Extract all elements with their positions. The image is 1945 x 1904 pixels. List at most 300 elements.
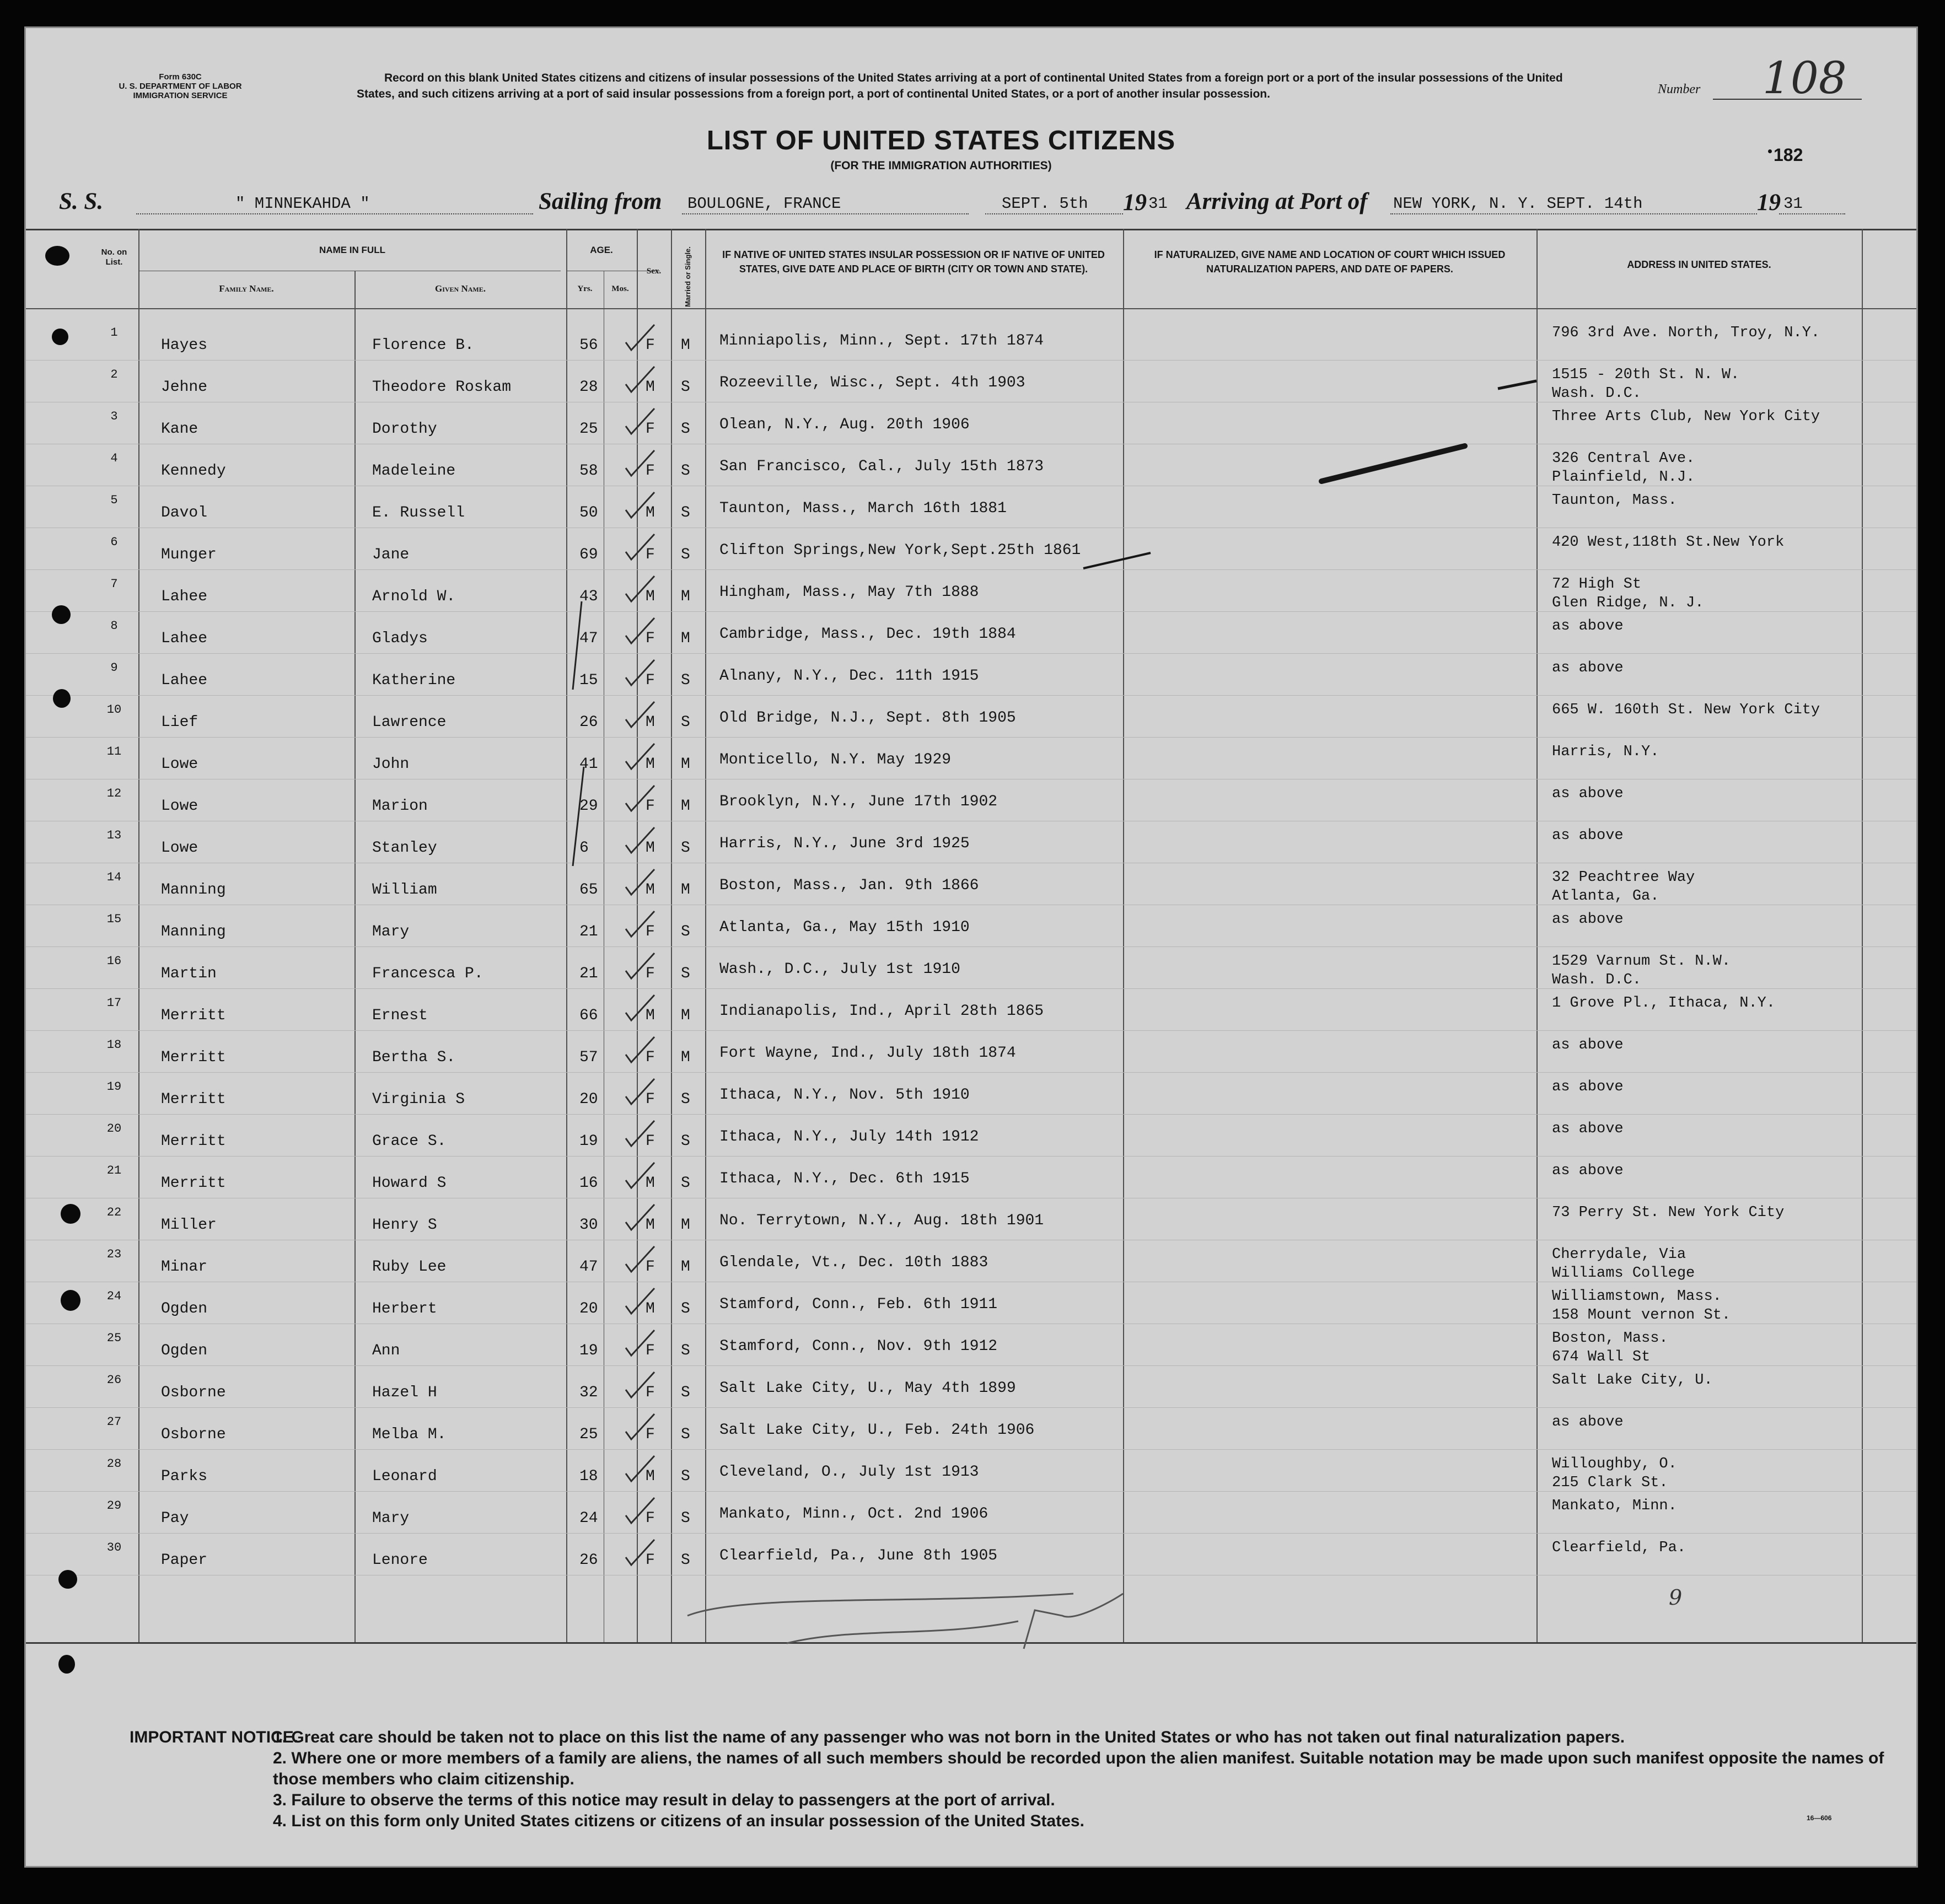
family-name: Merritt <box>161 1091 226 1108</box>
sex: M <box>646 504 655 521</box>
sex: M <box>646 588 655 605</box>
given-name: Gladys <box>372 630 428 647</box>
given-name: Francesca P. <box>372 965 483 982</box>
address-line-1: 1 Grove Pl., Ithaca, N.Y. <box>1552 995 1776 1012</box>
row-number: 11 <box>106 745 122 759</box>
family-name: Lowe <box>161 756 198 773</box>
pen-stroke <box>1321 446 1465 481</box>
birth-place-date: Monticello, N.Y. May 1929 <box>719 751 952 768</box>
notice-label: IMPORTANT NOTICE. <box>130 1728 299 1746</box>
birth-place-date: Rozeeville, Wisc., Sept. 4th 1903 <box>719 374 1025 391</box>
row-number: 29 <box>106 1499 122 1513</box>
binder-hole <box>61 1290 80 1311</box>
pen-stroke <box>1083 553 1151 568</box>
age-years: 58 <box>579 462 598 480</box>
address-line-2: Williams College <box>1552 1265 1695 1282</box>
marital-status: S <box>681 714 690 731</box>
family-name: Lahee <box>161 672 208 689</box>
marital-status: S <box>681 462 690 480</box>
address-line-1: Williamstown, Mass. <box>1552 1288 1722 1305</box>
sex: F <box>646 1426 655 1443</box>
given-name: Ernest <box>372 1007 428 1024</box>
marital-status: S <box>681 1091 690 1108</box>
row-number: 25 <box>106 1331 122 1345</box>
age-years: 50 <box>579 504 598 521</box>
age-years: 29 <box>579 798 598 815</box>
age-years: 32 <box>579 1384 598 1401</box>
row-number: 19 <box>106 1080 122 1094</box>
address-line-1: Cherrydale, Via <box>1552 1246 1686 1263</box>
given-name: Jane <box>372 546 410 563</box>
birth-place-date: Stamford, Conn., Feb. 6th 1911 <box>719 1296 998 1313</box>
notice-item-4: 4. List on this form only United States citizens or citizens of an insular possession of the United States. <box>273 1812 1084 1830</box>
sex: F <box>646 421 655 438</box>
ss-label: S. S. <box>59 189 104 214</box>
header-yrs: Yrs. <box>577 284 593 293</box>
age-years: 26 <box>579 1552 598 1569</box>
form-dept: U. S. DEPARTMENT OF LABOR <box>119 82 242 91</box>
given-name: Henry S <box>372 1217 437 1234</box>
birth-place-date: Stamford, Conn., Nov. 9th 1912 <box>719 1338 998 1355</box>
age-years: 21 <box>579 923 598 940</box>
age-years: 43 <box>579 588 598 605</box>
header-married: Married or Single. <box>684 246 692 307</box>
age-years: 21 <box>579 965 598 982</box>
sex: F <box>646 965 655 982</box>
marital-status: M <box>681 756 690 773</box>
birth-place-date: Atlanta, Ga., May 15th 1910 <box>719 919 970 936</box>
birth-place-date: Ithaca, N.Y., Dec. 6th 1915 <box>719 1170 970 1187</box>
from-port: BOULOGNE, FRANCE <box>687 195 841 213</box>
signature-stroke <box>1024 1594 1123 1649</box>
address-line-2: Wash. D.C. <box>1552 972 1642 988</box>
header-address: ADDRESS IN UNITED STATES. <box>1627 259 1771 270</box>
handwritten-marks <box>26 28 1918 1868</box>
marital-status: M <box>681 881 690 899</box>
address-line-1: Mankato, Minn. <box>1552 1498 1677 1514</box>
marital-status: S <box>681 672 690 689</box>
arrival-year: 31 <box>1783 195 1803 213</box>
signature-stroke <box>687 1594 1073 1616</box>
given-name: Katherine <box>372 672 456 689</box>
header-birth: IF NATIVE OF UNITED STATES INSULAR POSSESSION OR IF NATIVE OF UNITED STATES, GIVE DATE AND PLACE OF BIRTH (CITY OR TOWN AND STATE). <box>722 249 1105 275</box>
address-line-1: as above <box>1552 1079 1624 1095</box>
row-number: 23 <box>106 1247 122 1261</box>
birth-place-date: Cambridge, Mass., Dec. 19th 1884 <box>719 626 1016 643</box>
marital-status: S <box>681 379 690 396</box>
family-name: Manning <box>161 881 226 899</box>
age-years: 19 <box>579 1133 598 1150</box>
given-name: Leonard <box>372 1468 437 1485</box>
address-line-2: Plainfield, N.J. <box>1552 469 1695 486</box>
family-name: Martin <box>161 965 217 982</box>
header-no: No. on List. <box>101 248 127 267</box>
sex: M <box>646 1300 655 1317</box>
row-number: 2 <box>110 368 118 381</box>
address-line-2: Wash. D.C. <box>1552 385 1642 402</box>
family-name: Jehne <box>161 379 208 396</box>
given-name: Theodore Roskam <box>372 379 512 396</box>
address-line-1: 72 High St <box>1552 576 1642 593</box>
marital-status: M <box>681 1049 690 1066</box>
address-line-1: as above <box>1552 618 1624 634</box>
signature-stroke <box>787 1621 1018 1643</box>
birth-place-date: Boston, Mass., Jan. 9th 1866 <box>719 877 979 894</box>
family-name: Kane <box>161 421 198 438</box>
given-name: Ann <box>372 1342 400 1359</box>
birth-place-date: Mankato, Minn., Oct. 2nd 1906 <box>719 1505 988 1523</box>
row-number: 18 <box>106 1038 122 1052</box>
birth-place-date: Old Bridge, N.J., Sept. 8th 1905 <box>719 709 1016 727</box>
age-years: 15 <box>579 672 598 689</box>
birth-place-date: Ithaca, N.Y., July 14th 1912 <box>719 1128 979 1145</box>
address-line-1: Willoughby, O. <box>1552 1456 1677 1472</box>
row-number: 14 <box>106 870 122 884</box>
sex: F <box>646 1133 655 1150</box>
age-years: 6 <box>579 840 589 857</box>
given-name: E. Russell <box>372 504 465 521</box>
form-service: IMMIGRATION SERVICE <box>133 91 228 100</box>
family-name: Merritt <box>161 1175 226 1192</box>
marital-status: S <box>681 546 690 563</box>
row-number: 26 <box>106 1373 122 1387</box>
family-name: Lief <box>161 714 198 731</box>
marital-status: S <box>681 1510 690 1527</box>
arrival-port: NEW YORK, N. Y. SEPT. 14th <box>1393 195 1643 213</box>
sex: M <box>646 714 655 731</box>
address-line-1: as above <box>1552 827 1624 844</box>
marital-status: S <box>681 840 690 857</box>
given-name: Stanley <box>372 840 437 857</box>
row-number: 6 <box>110 535 118 549</box>
notice-list <box>273 1727 1905 1832</box>
binder-hole <box>58 1655 75 1674</box>
sex: F <box>646 672 655 689</box>
address-line-1: as above <box>1552 1163 1624 1179</box>
birth-place-date: Indianapolis, Ind., April 28th 1865 <box>719 1003 1044 1020</box>
given-name: Lenore <box>372 1552 428 1569</box>
family-name: Lahee <box>161 588 208 605</box>
given-name: Florence B. <box>372 337 474 354</box>
birth-place-date: Salt Lake City, U., Feb. 24th 1906 <box>719 1422 1035 1439</box>
address-line-1: 420 West,118th St.New York <box>1552 534 1785 551</box>
sex: M <box>646 1007 655 1024</box>
birth-place-date: Alnany, N.Y., Dec. 11th 1915 <box>719 668 979 685</box>
marital-status: S <box>681 504 690 521</box>
marital-status: S <box>681 421 690 438</box>
row-number: 9 <box>110 661 118 675</box>
given-name: Herbert <box>372 1300 437 1317</box>
given-name: Dorothy <box>372 421 437 438</box>
age-years: 57 <box>579 1049 598 1066</box>
marital-status: S <box>681 923 690 940</box>
marital-status: S <box>681 1552 690 1569</box>
marital-status: S <box>681 1300 690 1317</box>
sex: M <box>646 1217 655 1234</box>
binder-hole <box>52 329 68 345</box>
row-number: 24 <box>106 1289 122 1303</box>
marital-status: M <box>681 1217 690 1234</box>
sail-date: SEPT. 5th <box>1002 195 1088 213</box>
family-name: Munger <box>161 546 217 563</box>
header-family-name: Family Name. <box>219 283 274 294</box>
age-years: 24 <box>579 1510 598 1527</box>
address-line-1: Boston, Mass. <box>1552 1330 1668 1347</box>
margin-mark: 9 <box>1669 1585 1683 1610</box>
notice-item-1: 1. Great care should be taken not to place on this list the name of any passenger who was not born in the United States or who has not taken out final naturalization papers. <box>273 1728 1625 1746</box>
form-instructions: Record on this blank United States citizens and citizens of insular possessions of the United States arriving at a port of continental United States from a foreign port or a port of the insular possessions of the United States, and such citizens arriving at a port of said insular possessions from a foreign port, a port of continental United States, or a port of another insular possession. <box>357 72 1563 100</box>
birth-place-date: No. Terrytown, N.Y., Aug. 18th 1901 <box>719 1212 1044 1229</box>
age-years: 66 <box>579 1007 598 1024</box>
row-number: 27 <box>106 1415 122 1429</box>
birth-place-date: Hingham, Mass., May 7th 1888 <box>719 584 979 601</box>
row-number: 7 <box>110 577 118 591</box>
header-name-in-full: NAME IN FULL <box>319 245 385 255</box>
address-line-1: Taunton, Mass. <box>1552 492 1677 509</box>
address-line-1: Three Arts Club, New York City <box>1552 408 1820 425</box>
form-id: Form 630C <box>159 72 202 82</box>
family-name: Merritt <box>161 1049 226 1066</box>
given-name: Madeleine <box>372 462 456 480</box>
arrival-year-prefix: 19 <box>1757 190 1781 216</box>
age-years: 25 <box>579 421 598 438</box>
birth-place-date: Clearfield, Pa., June 8th 1905 <box>719 1547 998 1564</box>
family-name: Minar <box>161 1258 208 1276</box>
pen-stroke <box>573 601 582 690</box>
header-naturalized: IF NATURALIZED, GIVE NAME AND LOCATION OF COURT WHICH ISSUED NATURALIZATION PAPERS, AND DATE OF PAPERS. <box>1154 249 1506 275</box>
birth-place-date: Minniapolis, Minn., Sept. 17th 1874 <box>719 332 1044 349</box>
marital-status: M <box>681 337 690 354</box>
notice-item-3: 3. Failure to observe the terms of this notice may result in delay to passengers at the port of arrival. <box>273 1791 1055 1809</box>
marital-status: S <box>681 965 690 982</box>
family-name: Pay <box>161 1510 189 1527</box>
number-label: Number <box>1658 82 1701 96</box>
age-years: 20 <box>579 1300 598 1317</box>
sex: F <box>646 1552 655 1569</box>
birth-place-date: Glendale, Vt., Dec. 10th 1883 <box>719 1254 988 1271</box>
family-name: Lahee <box>161 630 208 647</box>
row-number: 21 <box>106 1164 122 1177</box>
binder-hole <box>52 605 71 624</box>
address-line-1: as above <box>1552 1037 1624 1053</box>
sex: F <box>646 337 655 354</box>
address-line-1: as above <box>1552 1121 1624 1137</box>
marital-status: M <box>681 588 690 605</box>
birth-place-date: Ithaca, N.Y., Nov. 5th 1910 <box>719 1087 970 1104</box>
row-number: 16 <box>106 954 122 968</box>
header-sex: Sex. <box>646 267 662 276</box>
address-line-2: Glen Ridge, N. J. <box>1552 595 1704 611</box>
row-number: 30 <box>106 1541 122 1555</box>
marital-status: S <box>681 1175 690 1192</box>
family-name: Ogden <box>161 1342 208 1359</box>
marital-status: M <box>681 1007 690 1024</box>
marital-status: M <box>681 630 690 647</box>
given-name: Mary <box>372 1510 410 1527</box>
given-name: William <box>372 881 437 899</box>
address-line-1: Clearfield, Pa. <box>1552 1540 1686 1556</box>
sail-year: 31 <box>1148 195 1168 213</box>
birth-place-date: San Francisco, Cal., July 15th 1873 <box>719 458 1044 475</box>
form-code: 16—606 <box>1807 1814 1832 1822</box>
row-number: 22 <box>106 1206 122 1219</box>
given-name: Ruby Lee <box>372 1258 447 1276</box>
family-name: Manning <box>161 923 226 940</box>
marital-status: S <box>681 1426 690 1443</box>
given-name: Grace S. <box>372 1133 447 1150</box>
row-number: 12 <box>106 787 122 800</box>
birth-place-date: Harris, N.Y., June 3rd 1925 <box>719 835 970 852</box>
address-line-1: 32 Peachtree Way <box>1552 869 1695 886</box>
sex: F <box>646 1091 655 1108</box>
address-line-2: Atlanta, Ga. <box>1552 888 1659 905</box>
age-years: 41 <box>579 756 598 773</box>
address-line-2: 215 Clark St. <box>1552 1475 1668 1491</box>
given-name: John <box>372 756 410 773</box>
sex: M <box>646 840 655 857</box>
family-name: Hayes <box>161 337 208 354</box>
birth-place-date: Olean, N.Y., Aug. 20th 1906 <box>719 416 970 433</box>
sailing-label: Sailing from <box>539 189 662 214</box>
age-years: 47 <box>579 630 598 647</box>
row-number: 1 <box>110 326 118 340</box>
given-name: Hazel H <box>372 1384 437 1401</box>
age-years: 30 <box>579 1217 598 1234</box>
address-line-1: as above <box>1552 911 1624 928</box>
address-line-2: 158 Mount vernon St. <box>1552 1307 1731 1324</box>
age-years: 16 <box>579 1175 598 1192</box>
form-title: LIST OF UNITED STATES CITIZENS <box>706 126 1176 155</box>
sail-year-prefix: 19 <box>1123 190 1147 216</box>
row-number: 4 <box>110 451 118 465</box>
row-number: 20 <box>106 1122 122 1136</box>
family-name: Osborne <box>161 1384 226 1401</box>
age-years: 28 <box>579 379 598 396</box>
sex: M <box>646 1468 655 1485</box>
sex: F <box>646 798 655 815</box>
address-line-1: as above <box>1552 660 1624 676</box>
sex: F <box>646 1342 655 1359</box>
address-line-1: as above <box>1552 1414 1624 1430</box>
marital-status: S <box>681 1342 690 1359</box>
sex: F <box>646 1384 655 1401</box>
binder-hole <box>58 1570 77 1589</box>
address-line-2: 674 Wall St <box>1552 1349 1651 1365</box>
manifest-sheet <box>24 26 1918 1868</box>
age-years: 65 <box>579 881 598 899</box>
family-name: Lowe <box>161 840 198 857</box>
sex: F <box>646 1510 655 1527</box>
marital-status: S <box>681 1133 690 1150</box>
family-name: Parks <box>161 1468 208 1485</box>
family-name: Lowe <box>161 798 198 815</box>
given-name: Virginia S <box>372 1091 465 1108</box>
notice-item-2: 2. Where one or more members of a family are aliens, the names of all such members should be recorded upon the alien manifest. Suitable notation may be made upon such manifest opposite the names of those members who claim citizenship. <box>273 1749 1884 1788</box>
row-number: 28 <box>106 1457 122 1471</box>
marital-status: S <box>681 1468 690 1485</box>
page-stamp: 182 <box>1774 145 1803 165</box>
marital-status: M <box>681 798 690 815</box>
arriving-label: Arriving at Port of <box>1186 189 1368 214</box>
address-line-1: 665 W. 160th St. New York City <box>1552 702 1820 718</box>
marital-status: S <box>681 1384 690 1401</box>
sex: F <box>646 1049 655 1066</box>
family-name: Miller <box>161 1217 217 1234</box>
binder-hole <box>61 1204 80 1224</box>
family-name: Merritt <box>161 1007 226 1024</box>
form-subtitle: (FOR THE IMMIGRATION AUTHORITIES) <box>830 159 1052 172</box>
birth-place-date: Fort Wayne, Ind., July 18th 1874 <box>719 1045 1016 1062</box>
sex: M <box>646 379 655 396</box>
header-age: AGE. <box>590 245 613 255</box>
address-line-1: 1529 Varnum St. N.W. <box>1552 953 1731 970</box>
sex: M <box>646 881 655 899</box>
given-name: Arnold W. <box>372 588 456 605</box>
address-line-1: Salt Lake City, U. <box>1552 1372 1713 1389</box>
binder-hole <box>53 689 71 708</box>
row-number: 13 <box>106 829 122 842</box>
family-name: Davol <box>161 504 208 521</box>
age-years: 56 <box>579 337 598 354</box>
row-number: 5 <box>110 493 118 507</box>
sex: M <box>646 756 655 773</box>
given-name: Marion <box>372 798 428 815</box>
birth-place-date: Wash., D.C., July 1st 1910 <box>719 961 960 978</box>
given-name: Mary <box>372 923 410 940</box>
address-line-1: as above <box>1552 786 1624 802</box>
age-years: 18 <box>579 1468 598 1485</box>
age-years: 19 <box>579 1342 598 1359</box>
family-name: Osborne <box>161 1426 226 1443</box>
sex: F <box>646 462 655 480</box>
row-number: 10 <box>106 703 122 717</box>
family-name: Kennedy <box>161 462 226 480</box>
address-line-1: 796 3rd Ave. North, Troy, N.Y. <box>1552 325 1820 341</box>
pen-stroke <box>573 767 584 866</box>
given-name: Bertha S. <box>372 1049 456 1066</box>
given-name: Howard S <box>372 1175 447 1192</box>
age-years: 25 <box>579 1426 598 1443</box>
given-name: Melba M. <box>372 1426 447 1443</box>
ship-name: " MINNEKAHDA " <box>235 195 370 213</box>
row-number: 3 <box>110 410 118 423</box>
header-given-name: Given Name. <box>434 283 486 294</box>
family-name: Paper <box>161 1552 208 1569</box>
birth-place-date: Clifton Springs,New York,Sept.25th 1861 <box>719 542 1081 559</box>
birth-place-date: Taunton, Mass., March 16th 1881 <box>719 500 1007 517</box>
address-line-1: Harris, N.Y. <box>1552 744 1659 760</box>
sex: F <box>646 1258 655 1276</box>
sex: F <box>646 546 655 563</box>
address-line-1: 73 Perry St. New York City <box>1552 1204 1785 1221</box>
birth-place-date: Brooklyn, N.Y., June 17th 1902 <box>719 793 998 810</box>
address-line-1: 326 Central Ave. <box>1552 450 1695 467</box>
row-number: 17 <box>106 996 122 1010</box>
pen-stroke <box>1498 381 1536 389</box>
given-name: Lawrence <box>372 714 447 731</box>
family-name: Merritt <box>161 1133 226 1150</box>
birth-place-date: Cleveland, O., July 1st 1913 <box>719 1464 979 1481</box>
birth-place-date: Salt Lake City, U., May 4th 1899 <box>719 1380 1016 1397</box>
address-line-1: 1515 - 20th St. N. W. <box>1552 367 1740 383</box>
row-number: 15 <box>106 912 122 926</box>
sex: F <box>646 630 655 647</box>
family-name: Ogden <box>161 1300 208 1317</box>
row-number: 8 <box>110 619 118 633</box>
age-years: 20 <box>579 1091 598 1108</box>
sex: F <box>646 923 655 940</box>
number-value: 108 <box>1763 52 1847 104</box>
